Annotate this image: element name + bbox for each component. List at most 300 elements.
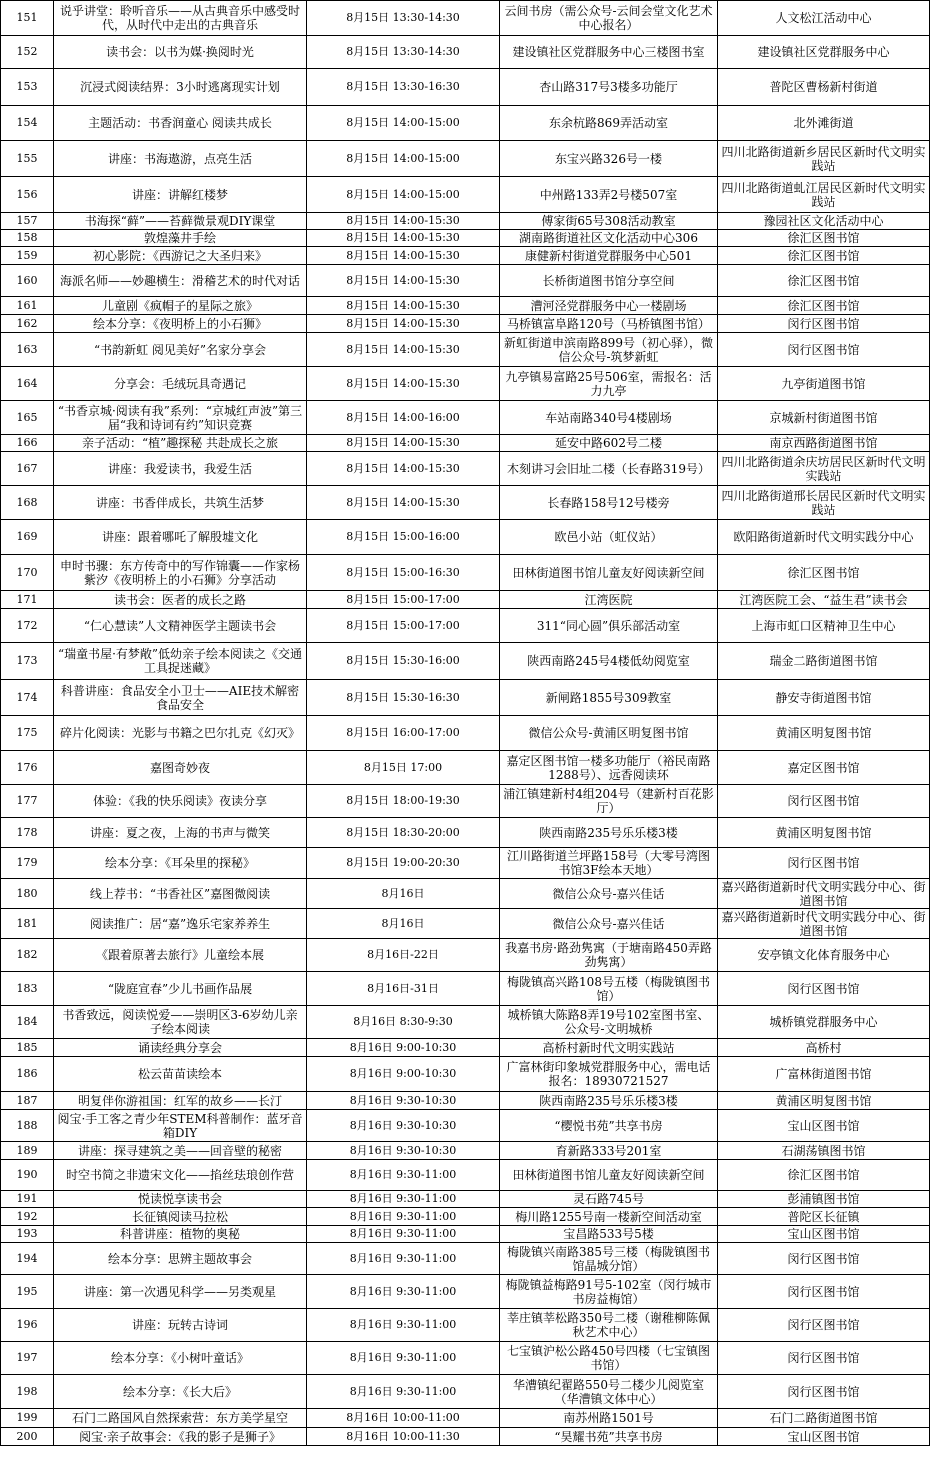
table-row <box>1 520 930 555</box>
activity-time: 8月15日 18:30-20:00 <box>307 818 500 848</box>
activity-venue: 我嘉书房·路劲隽寓（于塘南路450弄路劲隽寓） <box>500 939 718 972</box>
activity-title: 《跟着原著去旅行》儿童绘本展 <box>54 939 307 972</box>
activity-venue: 南苏州路1501号 <box>500 1409 718 1428</box>
activity-organizer: 徐汇区图书馆 <box>718 230 930 247</box>
table-row <box>1 1275 930 1309</box>
table-row <box>1 315 930 333</box>
activity-title: 绘本分享：思辨主题故事会 <box>54 1243 307 1275</box>
activity-organizer: 九亭街道图书馆 <box>718 367 930 401</box>
activity-organizer: 徐汇区图书馆 <box>718 265 930 297</box>
activity-venue: 宝昌路533号5楼 <box>500 1226 718 1243</box>
activity-organizer: 豫园社区文化活动中心 <box>718 213 930 230</box>
row-number: 193 <box>1 1226 54 1243</box>
activity-time: 8月16日 8:30-9:30 <box>307 1006 500 1039</box>
row-number: 174 <box>1 680 54 716</box>
table-row <box>1 555 930 591</box>
activity-title: 科普讲座：食品安全小卫士——AIE技术解密食品安全 <box>54 680 307 716</box>
activity-organizer: 普陀区曹杨新村街道 <box>718 69 930 106</box>
row-number: 199 <box>1 1409 54 1428</box>
activity-venue: 育新路333号201室 <box>500 1142 718 1160</box>
activity-organizer: 瑞金二路街道图书馆 <box>718 643 930 680</box>
row-number: 183 <box>1 972 54 1006</box>
activity-organizer: 彭浦镇图书馆 <box>718 1191 930 1208</box>
table-row <box>1 247 930 265</box>
row-number: 191 <box>1 1191 54 1208</box>
table-row <box>1 1092 930 1110</box>
row-number: 151 <box>1 1 54 36</box>
table-row <box>1 401 930 435</box>
activity-venue: 城桥镇大陈路8弄19号102室图书室、公众号-文明城桥 <box>500 1006 718 1039</box>
table-row <box>1 141 930 177</box>
table-row <box>1 452 930 486</box>
activity-time: 8月15日 13:30-14:30 <box>307 36 500 69</box>
activity-time: 8月15日 14:00-15:30 <box>307 265 500 297</box>
activity-organizer: 嘉兴路街道新时代文明实践分中心、街道图书馆 <box>718 909 930 939</box>
table-row <box>1 230 930 247</box>
activity-title: 绘本分享：《长大后》 <box>54 1375 307 1409</box>
activity-title: 绘本分享：《耳朵里的探秘》 <box>54 848 307 879</box>
activity-organizer: 闵行区图书馆 <box>718 1309 930 1342</box>
activity-title: 松云苗苗读绘本 <box>54 1057 307 1092</box>
row-number: 154 <box>1 106 54 141</box>
activity-title: 海派名师——妙趣横生：滑稽艺术的时代对话 <box>54 265 307 297</box>
table-row <box>1 1428 930 1446</box>
activity-venue: 陕西南路235号乐乐楼3楼 <box>500 818 718 848</box>
activity-time: 8月15日 15:30-16:30 <box>307 680 500 716</box>
activity-time: 8月15日 14:00-15:30 <box>307 297 500 315</box>
activity-time: 8月15日 14:00-16:00 <box>307 401 500 435</box>
activity-venue: 欧邑小站（虹仪站） <box>500 520 718 555</box>
table-row <box>1 1409 930 1428</box>
row-number: 169 <box>1 520 54 555</box>
row-number: 166 <box>1 435 54 452</box>
table-row <box>1 1226 930 1243</box>
activity-venue: 江川路街道兰坪路158号（大零号湾图书馆3F绘本天地） <box>500 848 718 879</box>
table-row <box>1 591 930 609</box>
activity-organizer: 闵行区图书馆 <box>718 1275 930 1309</box>
table-row <box>1 1006 930 1039</box>
activity-organizer: 四川北路街道新乡居民区新时代文明实践站 <box>718 141 930 177</box>
activity-organizer: 嘉定区图书馆 <box>718 751 930 785</box>
table-row <box>1 367 930 401</box>
activity-time: 8月15日 15:00-17:00 <box>307 609 500 643</box>
activity-time: 8月16日 9:30-11:00 <box>307 1309 500 1342</box>
row-number: 156 <box>1 177 54 213</box>
activity-time: 8月15日 14:00-15:30 <box>307 435 500 452</box>
activity-organizer: 广富林街道图书馆 <box>718 1057 930 1092</box>
activity-time: 8月16日 10:00-11:00 <box>307 1409 500 1428</box>
activity-time: 8月16日 9:00-10:30 <box>307 1057 500 1092</box>
activity-time: 8月15日 15:00-16:30 <box>307 555 500 591</box>
activity-organizer: 上海市虹口区精神卫生中心 <box>718 609 930 643</box>
activity-time: 8月16日-31日 <box>307 972 500 1006</box>
activity-venue: 微信公众号-嘉兴佳话 <box>500 909 718 939</box>
activity-venue: 莘庄镇莘松路350号二楼（谢稚柳陈佩秋艺术中心） <box>500 1309 718 1342</box>
row-number: 168 <box>1 486 54 520</box>
row-number: 187 <box>1 1092 54 1110</box>
activity-title: 说乎讲堂：聆听音乐——从古典音乐中感受时代，从时代中走出的古典音乐 <box>54 1 307 36</box>
row-number: 175 <box>1 716 54 751</box>
activity-time: 8月15日 15:00-16:00 <box>307 520 500 555</box>
table-row <box>1 69 930 106</box>
table-row <box>1 680 930 716</box>
activity-organizer: 宝山区图书馆 <box>718 1428 930 1446</box>
activity-time: 8月16日 <box>307 879 500 909</box>
activity-time: 8月15日 13:30-14:30 <box>307 1 500 36</box>
activity-venue: 东宝兴路326号一楼 <box>500 141 718 177</box>
table-row <box>1 751 930 785</box>
activity-time: 8月15日 15:30-16:00 <box>307 643 500 680</box>
activity-organizer: 黄浦区明复图书馆 <box>718 716 930 751</box>
activity-organizer: 欧阳路街道新时代文明实践分中心 <box>718 520 930 555</box>
activity-organizer: 城桥镇党群服务中心 <box>718 1006 930 1039</box>
row-number: 179 <box>1 848 54 879</box>
activity-title: 讲座：书海遨游，点亮生活 <box>54 141 307 177</box>
table-row <box>1 643 930 680</box>
activity-title: 初心影院：《西游记之大圣归来》 <box>54 247 307 265</box>
activity-venue: 漕河泾党群服务中心一楼剧场 <box>500 297 718 315</box>
activity-title: 读书会：医者的成长之路 <box>54 591 307 609</box>
activity-time: 8月15日 14:00-15:00 <box>307 106 500 141</box>
activity-organizer: 江湾医院工会、“益生君”读书会 <box>718 591 930 609</box>
activity-venue: 新虹街道申滨南路899号（初心驿），微信公众号-筑梦新虹 <box>500 333 718 367</box>
activity-time: 8月16日 9:30-11:00 <box>307 1160 500 1191</box>
activity-time: 8月16日 9:30-11:00 <box>307 1191 500 1208</box>
activity-venue: “昊耀书苑”共享书房 <box>500 1428 718 1446</box>
row-number: 186 <box>1 1057 54 1092</box>
activity-time: 8月15日 14:00-15:30 <box>307 247 500 265</box>
activity-venue: 高桥村新时代文明实践站 <box>500 1039 718 1057</box>
activity-organizer: 闵行区图书馆 <box>718 785 930 818</box>
activity-title: 绘本分享：《夜明桥上的小石狮》 <box>54 315 307 333</box>
activity-organizer: 四川北路街道余庆坊居民区新时代文明实践站 <box>718 452 930 486</box>
activity-venue: 浦江镇建新村4组204号（建新村百花影厅） <box>500 785 718 818</box>
activity-title: 阅宝·亲子故事会：《我的影子是狮子》 <box>54 1428 307 1446</box>
activity-organizer: 闵行区图书馆 <box>718 1342 930 1375</box>
activity-venue: 七宝镇沪松公路450号四楼（七宝镇图书馆） <box>500 1342 718 1375</box>
activity-title: “陇庭宣春”少儿书画作品展 <box>54 972 307 1006</box>
row-number: 180 <box>1 879 54 909</box>
activity-venue: 木刻讲习会旧址二楼（长春路319号） <box>500 452 718 486</box>
activity-time: 8月15日 14:00-15:00 <box>307 141 500 177</box>
row-number: 194 <box>1 1243 54 1275</box>
activity-title: 阅宝·手工客之青少年STEM科普制作：蓝牙音箱DIY <box>54 1110 307 1142</box>
activity-venue: 湖南路街道社区文化活动中心306 <box>500 230 718 247</box>
activity-venue: 江湾医院 <box>500 591 718 609</box>
activity-title: 讲座：玩转古诗词 <box>54 1309 307 1342</box>
activity-title: 书海探“藓”——苔藓微景观DIY课堂 <box>54 213 307 230</box>
table-row <box>1 609 930 643</box>
table-row <box>1 909 930 939</box>
row-number: 198 <box>1 1375 54 1409</box>
activity-time: 8月15日 14:00-15:30 <box>307 486 500 520</box>
row-number: 155 <box>1 141 54 177</box>
activity-venue: 梅陇镇兴南路385号三楼（梅陇镇图书馆晶城分馆） <box>500 1243 718 1275</box>
activity-venue: “樱悦书苑”共享书房 <box>500 1110 718 1142</box>
activity-title: 长征镇阅读马拉松 <box>54 1208 307 1226</box>
row-number: 170 <box>1 555 54 591</box>
activity-title: 悦读悦享读书会 <box>54 1191 307 1208</box>
activity-organizer: 徐汇区图书馆 <box>718 1160 930 1191</box>
activity-organizer: 南京西路街道图书馆 <box>718 435 930 452</box>
activity-title: 阅读推广：居“嘉”逸乐宅家养养生 <box>54 909 307 939</box>
activity-title: 科普讲座：植物的奥秘 <box>54 1226 307 1243</box>
row-number: 162 <box>1 315 54 333</box>
activity-organizer: 石门二路街道图书馆 <box>718 1409 930 1428</box>
activity-time: 8月16日 9:30-10:30 <box>307 1142 500 1160</box>
table-row <box>1 1191 930 1208</box>
row-number: 181 <box>1 909 54 939</box>
activity-organizer: 石湖荡镇图书馆 <box>718 1142 930 1160</box>
activity-venue: 梅陇镇益梅路91号5-102室（闵行城市书房益梅馆） <box>500 1275 718 1309</box>
activity-organizer: 宝山区图书馆 <box>718 1110 930 1142</box>
activity-venue: 田林街道图书馆儿童友好阅读新空间 <box>500 1160 718 1191</box>
row-number: 152 <box>1 36 54 69</box>
table-row <box>1 716 930 751</box>
activity-time: 8月15日 14:00-15:30 <box>307 213 500 230</box>
row-number: 164 <box>1 367 54 401</box>
activity-title: 书香致远，阅读悦爱——崇明区3-6岁幼儿亲子绘本阅读 <box>54 1006 307 1039</box>
table-row <box>1 1342 930 1375</box>
activity-time: 8月15日 17:00 <box>307 751 500 785</box>
table-row <box>1 333 930 367</box>
activity-organizer: 四川北路街道邢长居民区新时代文明实践站 <box>718 486 930 520</box>
activity-time: 8月15日 19:00-20:30 <box>307 848 500 879</box>
activity-organizer: 徐汇区图书馆 <box>718 247 930 265</box>
activity-title: 体验：《我的快乐阅读》夜读分享 <box>54 785 307 818</box>
activity-title: 讲座：探寻建筑之美——回音壁的秘密 <box>54 1142 307 1160</box>
row-number: 176 <box>1 751 54 785</box>
activity-title: 申时书骤：东方传奇中的写作锦囊——作家杨紫汐《夜明桥上的小石狮》分享活动 <box>54 555 307 591</box>
activity-venue: 傅家街65号308活动教室 <box>500 213 718 230</box>
activity-venue: 灵石路745号 <box>500 1191 718 1208</box>
activity-title: 讲座：夏之夜，上海的书声与微笑 <box>54 818 307 848</box>
table-row <box>1 1309 930 1342</box>
table-row <box>1 1160 930 1191</box>
activity-title: 诵读经典分享会 <box>54 1039 307 1057</box>
table-row <box>1 1243 930 1275</box>
table-row <box>1 177 930 213</box>
activity-venue: 长桥街道图书馆分享空间 <box>500 265 718 297</box>
row-number: 165 <box>1 401 54 435</box>
activity-title: 线上荐书：“书香社区”嘉图微阅读 <box>54 879 307 909</box>
activity-title: “书韵新虹 阅见美好”名家分享会 <box>54 333 307 367</box>
activity-time: 8月16日 10:00-11:30 <box>307 1428 500 1446</box>
activity-time: 8月15日 13:30-16:30 <box>307 69 500 106</box>
activity-time: 8月16日 9:30-10:30 <box>307 1092 500 1110</box>
activity-title: 讲座：讲解红楼梦 <box>54 177 307 213</box>
activity-organizer: 人文松江活动中心 <box>718 1 930 36</box>
activity-title: 沉浸式阅读结界：3小时逃离现实计划 <box>54 69 307 106</box>
row-number: 172 <box>1 609 54 643</box>
activity-organizer: 安亭镇文化体育服务中心 <box>718 939 930 972</box>
table-row <box>1 297 930 315</box>
activity-organizer: 闵行区图书馆 <box>718 972 930 1006</box>
activity-organizer: 北外滩街道 <box>718 106 930 141</box>
activity-table-body <box>1 1 930 1446</box>
activity-title: 讲座：我爱读书，我爱生活 <box>54 452 307 486</box>
table-row <box>1 213 930 230</box>
activity-time: 8月16日 9:00-10:30 <box>307 1039 500 1057</box>
row-number: 173 <box>1 643 54 680</box>
activity-time: 8月16日 9:30-11:00 <box>307 1208 500 1226</box>
activity-title: 读书会：以书为媒·换阅时光 <box>54 36 307 69</box>
row-number: 185 <box>1 1039 54 1057</box>
table-row <box>1 939 930 972</box>
activity-time: 8月16日 9:30-11:00 <box>307 1275 500 1309</box>
row-number: 195 <box>1 1275 54 1309</box>
activity-time: 8月16日 9:30-11:00 <box>307 1375 500 1409</box>
activity-title: 绘本分享：《小树叶童话》 <box>54 1342 307 1375</box>
activity-venue: 梅川路1255号南一楼新空间活动室 <box>500 1208 718 1226</box>
table-row <box>1 818 930 848</box>
activity-time: 8月15日 14:00-15:30 <box>307 315 500 333</box>
table-row <box>1 265 930 297</box>
activity-time: 8月15日 16:00-17:00 <box>307 716 500 751</box>
activity-time: 8月15日 15:00-17:00 <box>307 591 500 609</box>
activity-title: 时空书简之非遗宋文化——掐丝珐琅创作营 <box>54 1160 307 1191</box>
table-row <box>1 848 930 879</box>
activity-organizer: 徐汇区图书馆 <box>718 297 930 315</box>
activity-organizer: 静安寺街道图书馆 <box>718 680 930 716</box>
table-row <box>1 879 930 909</box>
activity-time: 8月16日 <box>307 909 500 939</box>
activity-time: 8月16日 9:30-10:30 <box>307 1110 500 1142</box>
activity-venue: 中州路133弄2号楼507室 <box>500 177 718 213</box>
row-number: 197 <box>1 1342 54 1375</box>
activity-time: 8月16日 9:30-11:00 <box>307 1226 500 1243</box>
row-number: 163 <box>1 333 54 367</box>
activity-time: 8月15日 14:00-15:30 <box>307 333 500 367</box>
activity-venue: 嘉定区图书馆一楼多功能厅（裕民南路1288号）、远香阅读环 <box>500 751 718 785</box>
activity-venue: 九亭镇易富路25号506室，需报名：活力九亭 <box>500 367 718 401</box>
row-number: 190 <box>1 1160 54 1191</box>
activity-venue: 梅陇镇高兴路108号五楼（梅陇镇图书馆） <box>500 972 718 1006</box>
activity-venue: 康健新村街道党群服务中心501 <box>500 247 718 265</box>
row-number: 189 <box>1 1142 54 1160</box>
activity-organizer: 闵行区图书馆 <box>718 1375 930 1409</box>
activity-venue: 田林街道图书馆儿童友好阅读新空间 <box>500 555 718 591</box>
activity-title: 主题活动：书香润童心 阅读共成长 <box>54 106 307 141</box>
row-number: 188 <box>1 1110 54 1142</box>
activity-venue: 广富林街印象城党群服务中心，需电话报名：18930721527 <box>500 1057 718 1092</box>
activity-organizer: 京城新村街道图书馆 <box>718 401 930 435</box>
activity-venue: 云间书房（需公众号-云间会堂文化艺术中心报名） <box>500 1 718 36</box>
table-row <box>1 1110 930 1142</box>
table-row <box>1 1 930 36</box>
activity-organizer: 宝山区图书馆 <box>718 1226 930 1243</box>
activity-time: 8月15日 14:00-15:30 <box>307 367 500 401</box>
activity-time: 8月15日 14:00-15:00 <box>307 177 500 213</box>
activity-venue: 新闸路1855号309教室 <box>500 680 718 716</box>
activity-organizer: 普陀区长征镇 <box>718 1208 930 1226</box>
activity-title: 石门二路国风自然探索营：东方美学星空 <box>54 1409 307 1428</box>
row-number: 160 <box>1 265 54 297</box>
activity-title: 分享会：毛绒玩具奇遇记 <box>54 367 307 401</box>
activity-title: “仁心慧读”人文精神医学主题读书会 <box>54 609 307 643</box>
activity-title: 讲座：跟着哪吒了解殷墟文化 <box>54 520 307 555</box>
activity-venue: 311“同心圆”俱乐部活动室 <box>500 609 718 643</box>
row-number: 200 <box>1 1428 54 1446</box>
activity-title: 讲座：第一次遇见科学——另类观星 <box>54 1275 307 1309</box>
activity-title: “瑞童书屋·有梦敞”低幼亲子绘本阅读之《交通工具捉迷藏》 <box>54 643 307 680</box>
table-row <box>1 486 930 520</box>
activity-venue: 微信公众号-嘉兴佳话 <box>500 879 718 909</box>
activity-time: 8月15日 14:00-15:30 <box>307 230 500 247</box>
table-row <box>1 1208 930 1226</box>
activity-organizer: 徐汇区图书馆 <box>718 555 930 591</box>
activity-organizer: 四川北路街道虬江居民区新时代文明实践站 <box>718 177 930 213</box>
activity-title: 碎片化阅读：光影与书籍之巴尔扎克《幻灭》 <box>54 716 307 751</box>
activity-venue: 延安中路602号二楼 <box>500 435 718 452</box>
table-row <box>1 1142 930 1160</box>
activity-title: 儿童剧《疯帽子的星际之旅》 <box>54 297 307 315</box>
activity-venue: 马桥镇富阜路120号（马桥镇图书馆） <box>500 315 718 333</box>
activity-organizer: 闵行区图书馆 <box>718 315 930 333</box>
activity-title: 明复伴你游祖国：红军的故乡——长汀 <box>54 1092 307 1110</box>
row-number: 192 <box>1 1208 54 1226</box>
activity-venue: 车站南路340号4楼剧场 <box>500 401 718 435</box>
activity-time: 8月15日 14:00-15:30 <box>307 452 500 486</box>
activity-time: 8月15日 18:00-19:30 <box>307 785 500 818</box>
activity-organizer: 闵行区图书馆 <box>718 333 930 367</box>
row-number: 161 <box>1 297 54 315</box>
activity-organizer: 闵行区图书馆 <box>718 848 930 879</box>
activity-venue: 华漕镇纪翟路550号二楼少儿阅览室（华漕镇文体中心） <box>500 1375 718 1409</box>
activity-title: 亲子活动：“植”趣探秘 共赴成长之旅 <box>54 435 307 452</box>
activity-title: 敦煌藻井手绘 <box>54 230 307 247</box>
activity-venue: 长春路158号12号楼旁 <box>500 486 718 520</box>
row-number: 153 <box>1 69 54 106</box>
activity-time: 8月16日 9:30-11:00 <box>307 1243 500 1275</box>
row-number: 158 <box>1 230 54 247</box>
activity-venue: 陕西南路245号4楼低幼阅览室 <box>500 643 718 680</box>
activity-organizer: 建设镇社区党群服务中心 <box>718 36 930 69</box>
activity-organizer: 黄浦区明复图书馆 <box>718 1092 930 1110</box>
activity-time: 8月16日 9:30-11:00 <box>307 1342 500 1375</box>
row-number: 177 <box>1 785 54 818</box>
activity-organizer: 闵行区图书馆 <box>718 1243 930 1275</box>
row-number: 178 <box>1 818 54 848</box>
activity-venue: 东余杭路869弄活动室 <box>500 106 718 141</box>
row-number: 196 <box>1 1309 54 1342</box>
table-row <box>1 972 930 1006</box>
table-row <box>1 106 930 141</box>
table-row <box>1 785 930 818</box>
row-number: 157 <box>1 213 54 230</box>
activity-organizer: 嘉兴路街道新时代文明实践分中心、街道图书馆 <box>718 879 930 909</box>
row-number: 182 <box>1 939 54 972</box>
table-row <box>1 1039 930 1057</box>
activity-title: 讲座：书香伴成长，共筑生活梦 <box>54 486 307 520</box>
row-number: 171 <box>1 591 54 609</box>
row-number: 167 <box>1 452 54 486</box>
row-number: 159 <box>1 247 54 265</box>
activity-organizer: 黄浦区明复图书馆 <box>718 818 930 848</box>
activity-venue: 杏山路317号3楼多功能厅 <box>500 69 718 106</box>
table-row <box>1 36 930 69</box>
activity-time: 8月16日-22日 <box>307 939 500 972</box>
row-number: 184 <box>1 1006 54 1039</box>
table-row <box>1 435 930 452</box>
activity-venue: 微信公众号-黄浦区明复图书馆 <box>500 716 718 751</box>
activity-venue: 建设镇社区党群服务中心三楼图书室 <box>500 36 718 69</box>
activity-organizer: 高桥村 <box>718 1039 930 1057</box>
table-row <box>1 1057 930 1092</box>
activity-title: 嘉图奇妙夜 <box>54 751 307 785</box>
table-row <box>1 1375 930 1409</box>
activity-venue: 陕西南路235号乐乐楼3楼 <box>500 1092 718 1110</box>
